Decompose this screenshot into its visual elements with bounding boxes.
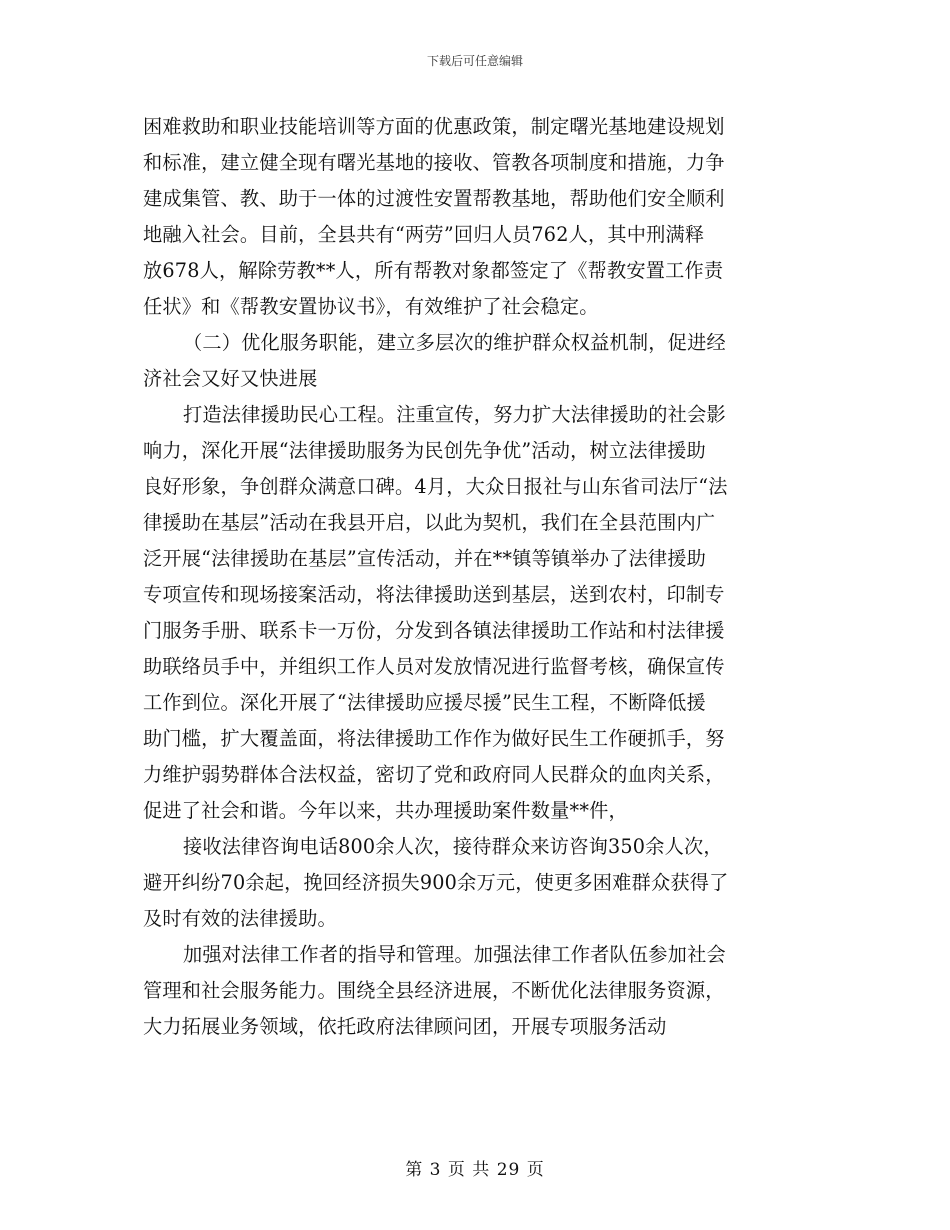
text-line: 及时有效的法律援助。 (143, 907, 337, 930)
text-line: 泛开展“法律援助在基层”宣传活动，并在**镇等镇举办了法律援助 (143, 547, 707, 570)
text-line: 促进了社会和谐。今年以来，共办理援助案件数量**件， (143, 799, 628, 822)
section-heading-line: （二）优化服务职能，建立多层次的维护群众权益机制，促进经 (183, 331, 726, 354)
text-line: 门服务手册、联系卡一万份，分发到各镇法律援助工作站和村法律援 (143, 619, 725, 642)
paragraph-start-line: 打造法律援助民心工程。注重宣传，努力扩大法律援助的社会影 (183, 403, 726, 426)
text-line: 管理和社会服务能力。围绕全县经济进展，不断优化法律服务资源， (143, 979, 725, 1002)
text-line: 律援助在基层”活动在我县开启，以此为契机，我们在全县范围内广 (143, 511, 716, 534)
page-number-footer: 第 3 页 共 29 页 (405, 1160, 545, 1180)
text-line: 建成集管、教、助于一体的过渡性安置帮教基地，帮助他们安全顺利 (143, 187, 725, 210)
text-line: 力维护弱势群体合法权益，密切了党和政府同人民群众的血肉关系， (143, 763, 725, 786)
text-line: 任状》和《帮教安置协议书》，有效维护了社会稳定。 (143, 295, 599, 318)
page-header: 下载后可任意编辑 (426, 54, 523, 68)
paragraph-start-line: 接收法律咨询电话800余人次，接待群众来访咨询350余人次， (183, 835, 723, 858)
text-line: 避开纠纷70余起，挽回经济损失900余万元，使更多困难群众获得了 (143, 871, 729, 894)
text-line: 专项宣传和现场接案活动，将法律援助送到基层，送到农村，印制专 (143, 583, 725, 606)
text-line: 放678人，解除劳教**人，所有帮教对象都签定了《帮教安置工作责 (143, 259, 724, 282)
text-line: 地融入社会。目前，全县共有“两劳”回归人员762人，其中刑满释 (143, 223, 705, 246)
paragraph-start-line: 加强对法律工作者的指导和管理。加强法律工作者队伍参加社会 (183, 943, 726, 966)
text-line: 工作到位。深化开展了“法律援助应援尽援”民生工程，不断降低援 (143, 691, 706, 714)
section-heading-line: 济社会又好又快进展 (143, 367, 318, 390)
text-line: 和标准，建立健全现有曙光基地的接收、管教各项制度和措施，力争 (143, 151, 725, 174)
text-line: 大力拓展业务领域，依托政府法律顾问团，开展专项服务活动 (143, 1015, 667, 1038)
text-line: 响力，深化开展“法律援助服务为民创先争优”活动，树立法律援助 (143, 439, 706, 462)
text-line: 助门槛，扩大覆盖面，将法律援助工作作为做好民生工作硬抓手，努 (143, 727, 725, 750)
document-body (143, 109, 811, 1045)
text-line: 困难救助和职业技能培训等方面的优惠政策，制定曙光基地建设规划 (143, 115, 725, 138)
text-line: 良好形象，争创群众满意口碑。4月，大众日报社与山东省司法厅“法 (143, 475, 728, 498)
text-line: 助联络员手中，并组织工作人员对发放情况进行监督考核，确保宣传 (143, 655, 725, 678)
